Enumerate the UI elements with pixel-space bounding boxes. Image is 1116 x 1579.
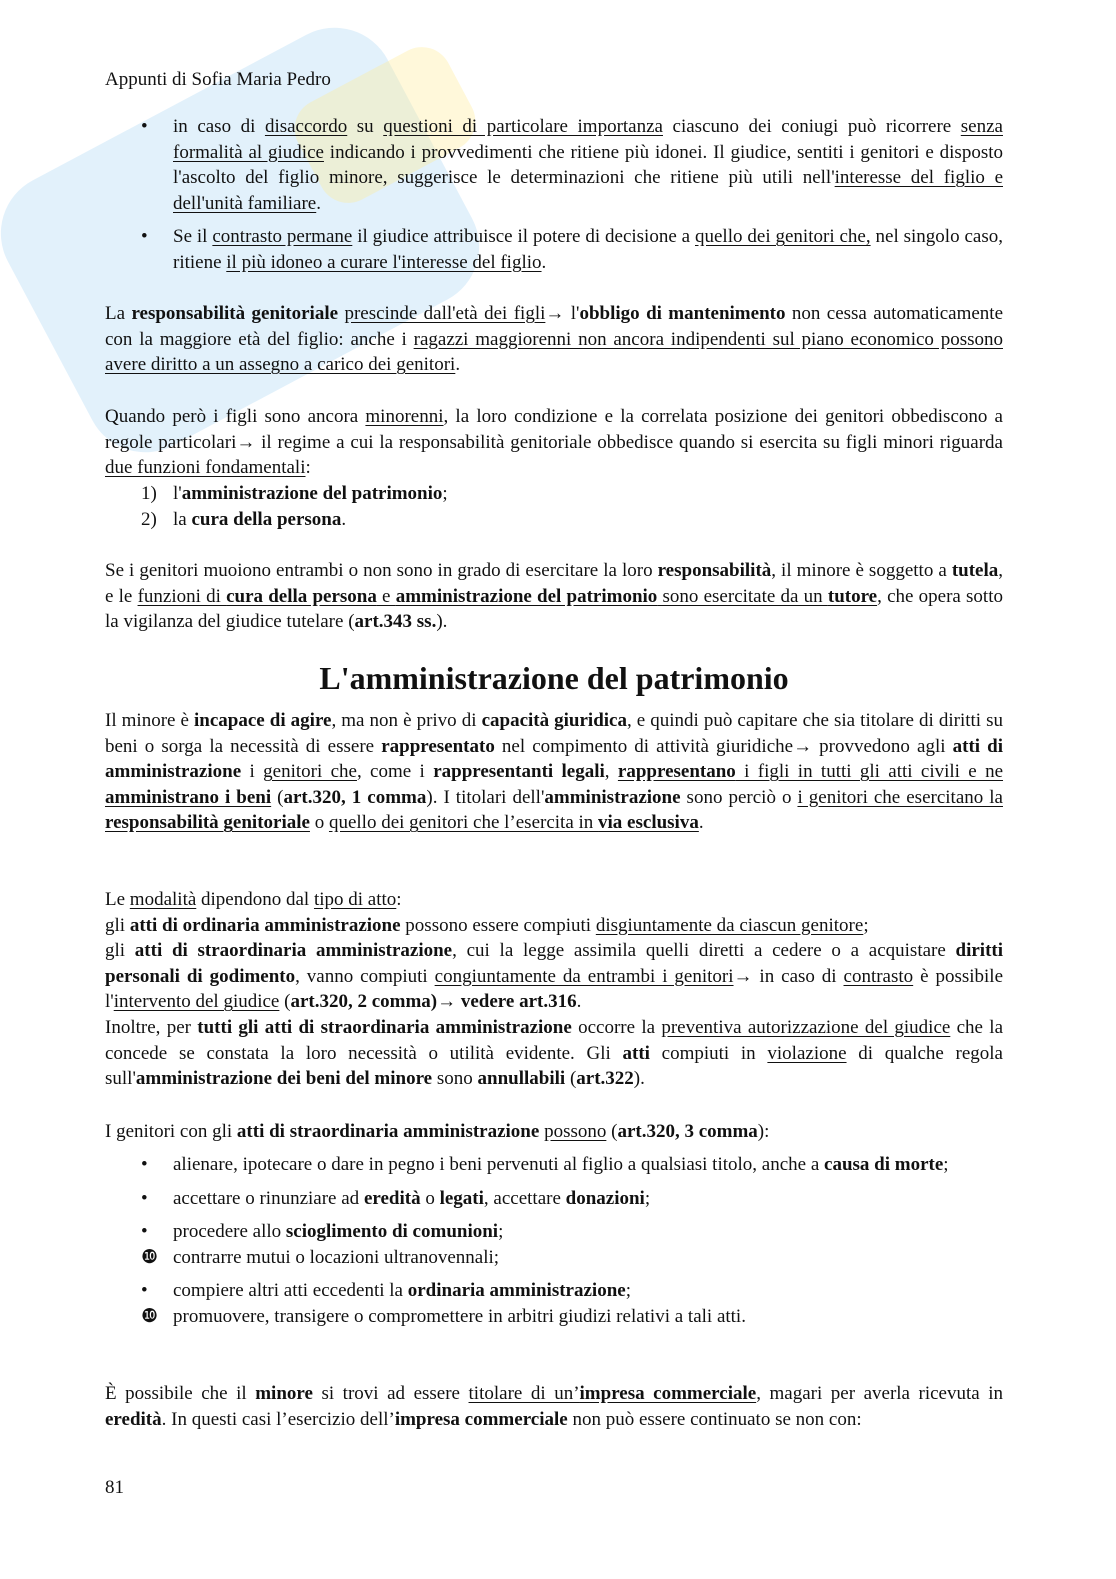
text-run: . (341, 508, 347, 530)
text-run: non cessa automaticamente con la maggiore età del figlio: anche i (105, 303, 1004, 350)
list-item-text (173, 1221, 503, 1242)
list-item (105, 114, 1003, 216)
bold-text: atti di ordinaria amministrazione (129, 914, 401, 936)
text-run: nel singolo caso, ritiene (173, 226, 1003, 273)
text-run: . (455, 354, 461, 376)
bold-text: eredità (363, 1187, 421, 1209)
text-run: I genitori con gli (105, 1121, 237, 1142)
bold-underlined-text: via esclusiva (598, 812, 699, 834)
text-run: contrarre mutui o locazioni ultranovennali; (173, 1246, 500, 1268)
bold-text: tutti gli atti di straordinaria amministrazione (197, 1016, 572, 1038)
text-run: , il minore è soggetto a (771, 560, 952, 581)
underlined-text: titolare di un’ (468, 1383, 580, 1404)
text-run: alienare, ipotecare o dare in pegno i beni pervenuti al figlio a qualsiasi titolo, anche a (173, 1154, 825, 1175)
underlined-text: quello dei genitori che l’esercita in (328, 812, 599, 834)
bullet-icon: • (141, 1280, 148, 1302)
list-item-text (173, 1280, 631, 1301)
list-number: 2) (141, 508, 157, 530)
text-run: compiuti in (649, 1042, 768, 1064)
text-run: ; (625, 1280, 631, 1302)
text-run: che la concede se constata la loro necessità o utilità evidente. Gli (105, 1016, 1004, 1064)
underlined-text: quello dei genitori che, (695, 226, 871, 248)
bold-text: diritti personali di godimento (105, 940, 1004, 987)
underlined-text: tipo di atto (313, 889, 397, 910)
bold-text: rappresentato (381, 735, 495, 757)
bold-text: donazioni (565, 1187, 645, 1209)
bold-text: art.320, 3 comma (617, 1121, 758, 1142)
list-item (105, 481, 1003, 507)
bold-text: capacità giuridica (481, 710, 627, 731)
text-run: si trovi ad essere (312, 1383, 469, 1404)
underlined-text: i figli in tutti gli atti civili e ne (735, 761, 1004, 783)
underlined-text: genitori che (263, 761, 357, 783)
underlined-text: interesse del figlio e dell'unità familiare (173, 167, 1003, 214)
bold-text: amministrazione del patrimonio (181, 483, 443, 504)
text-run: ). (633, 1068, 645, 1090)
text-run: ; (442, 483, 448, 504)
list-item-text (173, 1188, 650, 1209)
text-run: accettare o rinunziare ad (173, 1187, 364, 1209)
list-item (105, 1278, 1003, 1304)
underlined-text: ragazzi maggiorenni non ancora indipendenti sul piano economico possono avere diritto a un assegno a carico dei genitori (105, 328, 1003, 376)
bold-text: eredità (105, 1408, 162, 1430)
list-item (105, 1219, 1003, 1245)
bold-text: annullabili (477, 1068, 566, 1090)
text-run: , cui la legge assimila quelli diretti a cedere o a acquistare (452, 940, 956, 962)
bold-underlined-text: responsabilità genitoriale (105, 812, 310, 834)
text-run: Se i genitori muoiono entrambi o non sono in grado di esercitare la loro (105, 560, 658, 581)
text-run: Il minore è (105, 710, 195, 731)
list-item-text (173, 1306, 746, 1327)
text-run: Se il (173, 226, 213, 248)
text-run: l' (173, 483, 182, 504)
paragraph-incapace (105, 708, 1003, 836)
text-run: ). (436, 611, 448, 633)
bold-text: responsabilità (657, 560, 772, 581)
modalita-line (105, 913, 1003, 939)
text-run: Quando però i figli sono ancora (105, 406, 366, 427)
bullet-icon: • (141, 1187, 148, 1209)
list-item-text (173, 483, 448, 504)
text-run: ( (279, 991, 291, 1013)
text-run: . (316, 192, 321, 214)
underlined-text: senza formalità al giudice (173, 116, 1003, 163)
bold-underlined-text: tutore (827, 585, 878, 607)
underlined-text: i genitori che esercitano la (797, 786, 1003, 808)
text-run: i (241, 761, 264, 783)
bold-underlined-text: rappresentano (617, 761, 736, 783)
paragraph-minorenni (105, 404, 1003, 481)
number-ten-bullet-icon: ❿ (141, 1246, 159, 1268)
list-number: 1) (141, 483, 157, 504)
bold-underlined-text: amministrano i beni (105, 786, 272, 808)
underlined-text: funzioni di (137, 585, 227, 607)
text-run: gli (105, 940, 135, 962)
bold-text: cura della persona (191, 508, 342, 530)
underlined-text: il più idoneo a curare l'interesse del figlio (226, 251, 542, 273)
text-run: ). I titolari dell' (426, 786, 545, 808)
text-run: ( (565, 1068, 577, 1090)
text-run: , come i (356, 761, 434, 783)
paragraph-modalita (105, 887, 1003, 1092)
text-run: ( (271, 786, 284, 808)
text-run: , magari per averla ricevuta in (756, 1383, 1004, 1404)
bold-text: atti di straordinaria amministrazione (236, 1121, 540, 1142)
text-run: dipendono dal (196, 889, 314, 910)
list-item-text (173, 509, 346, 530)
text-run: . (576, 991, 582, 1013)
underlined-text: modalità (129, 889, 197, 910)
text-run: occorre la (571, 1016, 662, 1038)
list-item-text (173, 1247, 499, 1268)
bold-text: tutela (951, 560, 999, 581)
bold-text: impresa commerciale (394, 1408, 568, 1430)
text-run: nel compimento di attività giuridiche→ provvedono agli (494, 735, 953, 757)
text-run: Inoltre, per (105, 1016, 198, 1038)
underlined-text: minorenni (365, 406, 444, 427)
bold-text: atti (622, 1042, 650, 1064)
bold-text: amministrazione (544, 786, 681, 808)
list-item-text (173, 116, 1003, 214)
underlined-text: prescinde dall'età dei figli (344, 303, 546, 324)
bullet-list-2 (105, 1152, 1003, 1330)
text-run: . In questi casi l’esercizio dell’ (161, 1408, 395, 1430)
bold-text: art.343 ss. (354, 611, 437, 633)
bold-underlined-text: impresa commerciale (579, 1383, 757, 1404)
list-item (105, 1186, 1003, 1212)
text-run: : (305, 457, 311, 479)
bold-text: amministrazione dei beni del minore (135, 1068, 433, 1090)
underlined-text: intervento del giudice (113, 991, 280, 1013)
bold-text: incapace di agire (194, 710, 332, 731)
page-header: Appunti di Sofia Maria Pedro (105, 69, 331, 90)
underlined-text: due funzioni fondamentali (105, 457, 306, 479)
text-run: sono (432, 1068, 478, 1090)
text-run: ( (606, 1121, 618, 1142)
text-run: , e quindi può capitare che sia titolare di diritti su beni o sorga la necessità di essere (105, 710, 1004, 757)
list-item (105, 1304, 1003, 1330)
text-run: ; (943, 1154, 949, 1175)
underlined-text: disaccordo (264, 116, 348, 137)
underlined-text: contrasto (843, 965, 914, 987)
list-item-text (173, 226, 1003, 273)
text-run: , la loro condizione e la correlata posizione dei genitori obbediscono a regole particolari→ il regime a cui la responsabilità genitoriale obbedisce quando si esercita su figli minori riguarda (105, 406, 1003, 453)
text-run: ciascuno dei coniugi può ricorrere (662, 116, 961, 137)
text-run: indicando i provvedimenti che ritiene più idonei. Il giudice, sentiti i genitori e disposto l'ascolto del figlio minore, suggerisce le determinazioni che ritiene più utili nell' (173, 141, 1003, 189)
modalita-line (105, 1015, 1003, 1092)
underlined-text: violazione (767, 1042, 847, 1064)
bullet-icon: • (141, 1154, 148, 1175)
number-ten-bullet-icon: ❿ (141, 1305, 159, 1327)
underlined-text: possono (544, 1121, 607, 1142)
text-run: ): (757, 1121, 770, 1142)
bold-text: art.320, 1 comma (283, 786, 427, 808)
underlined-text: contrasto permane (212, 226, 353, 248)
text-run: La (105, 303, 132, 324)
list-item (105, 224, 1003, 275)
bold-text: obbligo di mantenimento (579, 303, 786, 324)
list-item-text (173, 1154, 949, 1175)
text-run: . (541, 251, 547, 273)
paragraph-tutela (105, 558, 1003, 635)
text-run: la (173, 508, 192, 530)
bold-underlined-text: amministrazione del patrimonio (395, 585, 658, 607)
list-item (105, 1245, 1003, 1271)
underlined-text: disgiuntamente da ciascun genitore (595, 914, 864, 936)
bold-text: art.320, 2 comma)→ vedere art.316 (290, 991, 577, 1013)
text-run: ; (498, 1221, 504, 1243)
bold-underlined-text: cura della persona (226, 585, 377, 607)
paragraph-responsabilita (105, 301, 1003, 378)
numbered-list (105, 481, 1003, 532)
text-run: , (604, 761, 618, 783)
bold-text: causa di morte (824, 1154, 944, 1175)
bold-text: rappresentanti legali (433, 761, 605, 783)
bold-text: ordinaria amministrazione (407, 1280, 626, 1302)
bold-text: responsabilità genitoriale (131, 303, 339, 324)
text-run: , ma non è privo di (331, 710, 482, 731)
section-heading: L'amministrazione del patrimonio (319, 660, 789, 696)
text-run: possono essere compiuti (400, 914, 596, 936)
text-run: . (698, 812, 704, 834)
underlined-text: preventiva autorizzazione del giudice (661, 1016, 951, 1038)
text-run: ; (863, 914, 869, 936)
bold-text: atti di amministrazione (105, 735, 1004, 783)
bullet-icon: • (141, 116, 148, 137)
text-run: ; (644, 1187, 651, 1209)
text-run: o (309, 812, 329, 834)
list-item (105, 507, 1003, 533)
text-run: promuovere, transigere o compromettere in arbitri giudizi relativi a tali atti. (173, 1305, 746, 1327)
text-run: , che opera sotto la vigilanza del giudice tutelare ( (105, 585, 1003, 633)
underlined-text: sono esercitate da un (657, 585, 828, 607)
bold-text: art.322 (576, 1068, 634, 1090)
text-run: Le (105, 889, 130, 910)
bold-text: legati (439, 1187, 484, 1209)
page-number: 81 (105, 1477, 124, 1498)
underlined-text: questioni di particolare importanza (383, 116, 663, 137)
modalita-line (105, 938, 1003, 1015)
text-run: , accettare (483, 1187, 566, 1209)
list-item (105, 1152, 1003, 1178)
text-run: , vanno compiuti (295, 965, 435, 987)
text-run: , e le (105, 560, 1003, 607)
bullet-icon: • (141, 226, 148, 248)
text-run: procedere allo (173, 1221, 286, 1243)
text-run: gli (105, 914, 130, 936)
text-run: è possibile l' (105, 965, 1004, 1013)
bullet-icon: • (141, 1221, 148, 1243)
text-run: o (420, 1187, 440, 1209)
text-run: → l' (545, 303, 580, 324)
paragraph-straordinaria (105, 1119, 1003, 1145)
underlined-text: e (376, 585, 396, 607)
text-run: : (396, 889, 402, 910)
bullet-list-1 (105, 114, 1003, 276)
bold-text: atti di straordinaria amministrazione (134, 940, 453, 962)
text-run: sono perciò o (680, 786, 798, 808)
text-run: non può essere continuato se non con: (567, 1408, 862, 1430)
bold-text: scioglimento di comunioni (285, 1221, 499, 1243)
text-run: di qualche regola sull' (105, 1042, 1003, 1090)
text-run: il giudice attribuisce il potere di decisione a (352, 226, 695, 248)
underlined-text: congiuntamente da entrambi i genitori (434, 965, 734, 987)
text-run: in caso di (173, 116, 265, 137)
paragraph-impresa (105, 1381, 1003, 1432)
text-run: compiere altri atti eccedenti la (173, 1280, 408, 1302)
text-run: su (347, 116, 384, 137)
bold-text: minore (255, 1383, 313, 1404)
text-run: È possibile che il (105, 1383, 256, 1404)
modalita-line (105, 887, 1003, 913)
text-run: → in caso di (733, 965, 844, 987)
